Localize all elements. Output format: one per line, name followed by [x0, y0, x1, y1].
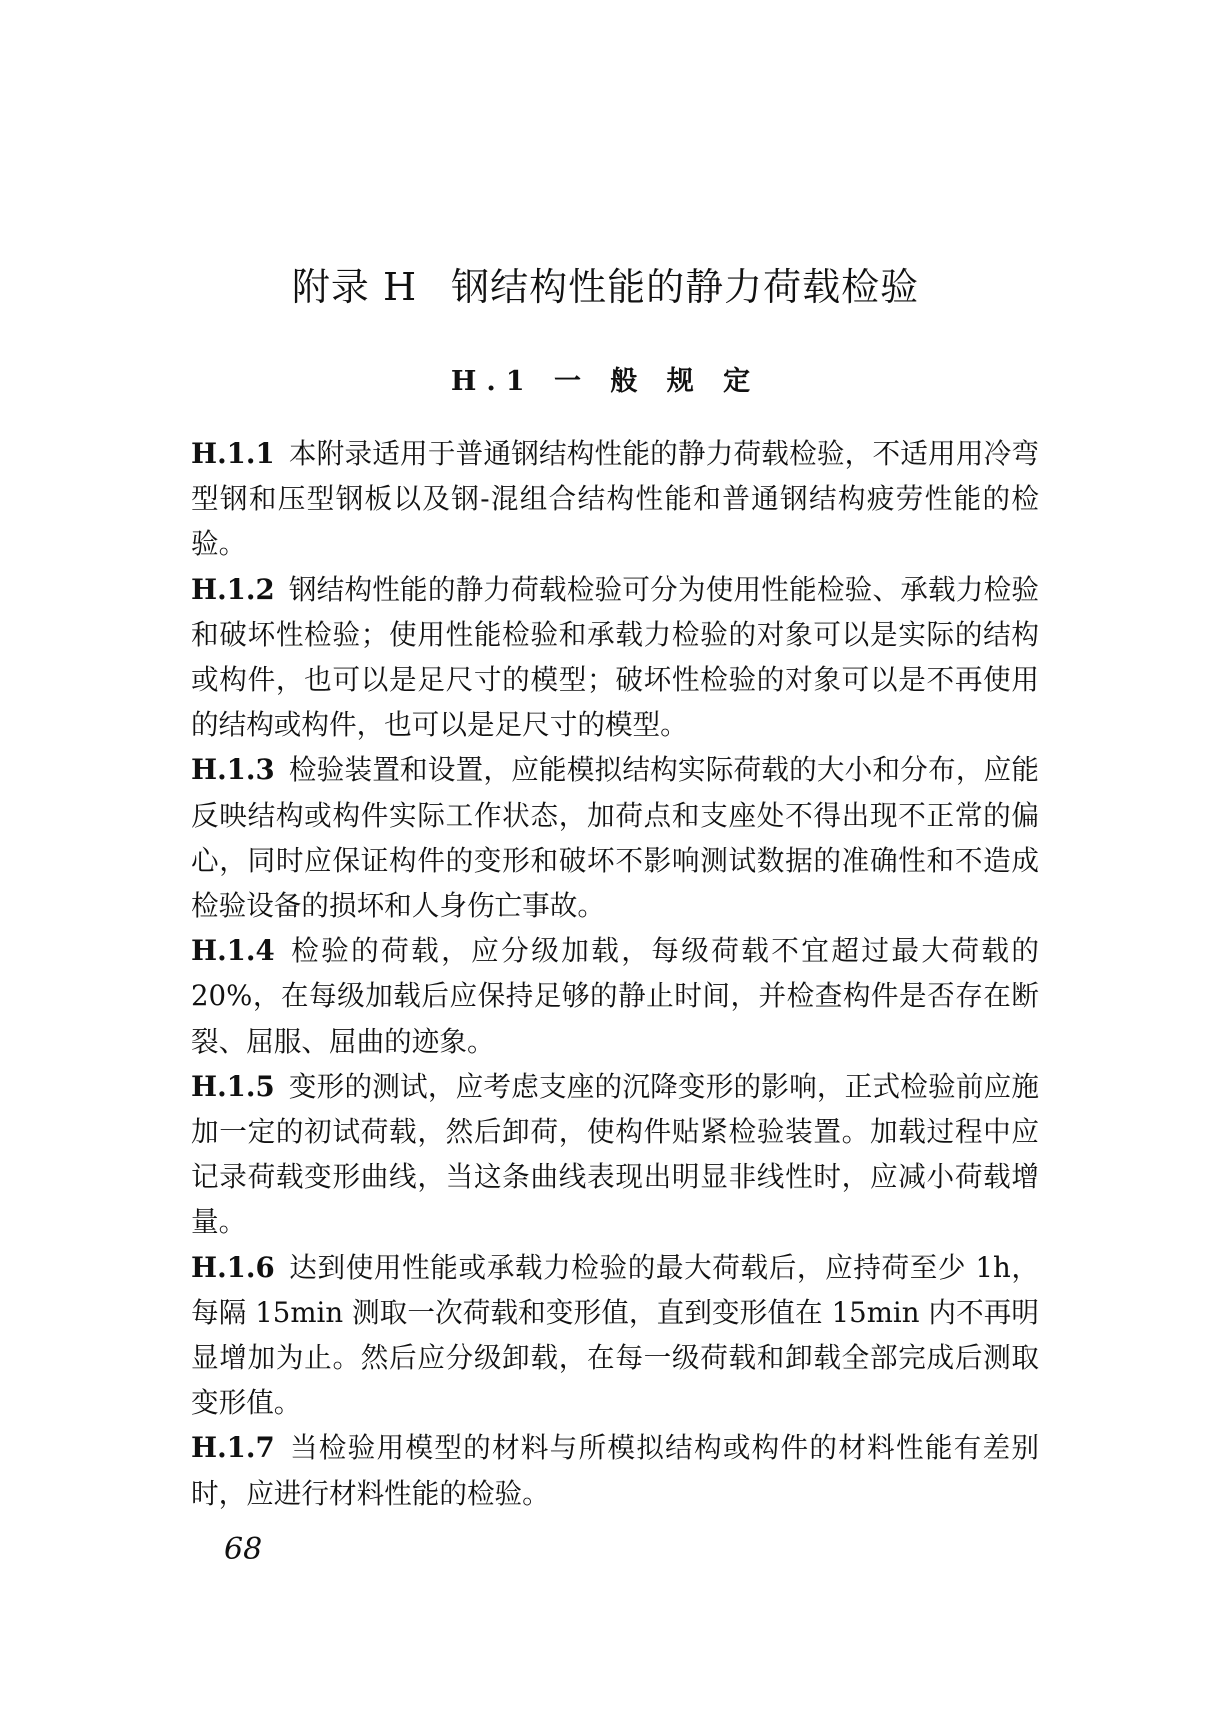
clause-text: 变形的测试，应考虑支座的沉降变形的影响，正式检验前应施加一定的初试荷载，然后卸荷，使构件贴紧检验装置。加载过程中应记录荷载变形曲线，当这条曲线表现出明显非线性时，应减小荷载增量。 [191, 1069, 1039, 1239]
clause-number: H.1.6 [191, 1250, 275, 1284]
clause-h-1-4 [191, 928, 1039, 1064]
section-heading: H.1 一 般 规 定 [450, 366, 761, 397]
clause-h-1-2 [191, 567, 1039, 748]
clause-text: 钢结构性能的静力荷载检验可分为使用性能检验、承载力检验和破坏性检验；使用性能检验和承载力检验的对象可以是实际的结构或构件，也可以是足尺寸的模型；破坏性检验的对象可以是不再使用的结构或构件，也可以是足尺寸的模型。 [191, 572, 1039, 742]
clause-number: H.1.1 [191, 437, 275, 470]
clause-h-1-6 [191, 1245, 1039, 1426]
clause-text: 本附录适用于普通钢结构性能的静力荷载检验，不适用用冷弯型钢和压型钢板以及钢-混组合结构性能和普通钢结构疲劳性能的检验。 [191, 437, 1039, 561]
appendix-title [0, 262, 1211, 312]
clause-text: 检验的荷载，应分级加载，每级荷载不宜超过最大荷载的 20%，在每级加载后应保持足够的静止时间，并检查构件是否存在断裂、屈服、屈曲的迹象。 [191, 934, 1039, 1058]
appendix-title-text: 钢结构性能的静力荷载检验 [451, 265, 920, 309]
clause-number: H.1.7 [191, 1431, 275, 1465]
clause-number: H.1.5 [191, 1069, 275, 1103]
clause-text: 检验装置和设置，应能模拟结构实际荷载的大小和分布，应能反映结构或构件实际工作状态，加荷点和支座处不得出现不正常的偏心，同时应保证构件的变形和破坏不影响测试数据的准确性和不造成检验设备的损坏和人身伤亡事故。 [191, 753, 1039, 923]
clause-h-1-5 [191, 1064, 1039, 1245]
clause-h-1-1 [191, 431, 1039, 567]
page-number: 68 [224, 1532, 263, 1567]
clause-h-1-7 [191, 1425, 1039, 1515]
clause-number: H.1.2 [191, 572, 275, 606]
clause-text: 当检验用模型的材料与所模拟结构或构件的材料性能有差别时，应进行材料性能的检验。 [191, 1431, 1039, 1510]
clause-text: 达到使用性能或承载力检验的最大荷载后，应持荷至少 1h，每隔 15min 测取一次荷载和变形值，直到变形值在 15min 内不再明显增加为止。然后应分级卸载，在每一级荷载和卸载全部完成后测取变形值。 [191, 1250, 1039, 1420]
clause-number: H.1.3 [191, 753, 275, 787]
clause-list [191, 431, 1039, 1516]
clause-number: H.1.4 [191, 934, 275, 968]
clause-h-1-3 [191, 747, 1039, 928]
appendix-label: 附录 H [291, 265, 418, 309]
